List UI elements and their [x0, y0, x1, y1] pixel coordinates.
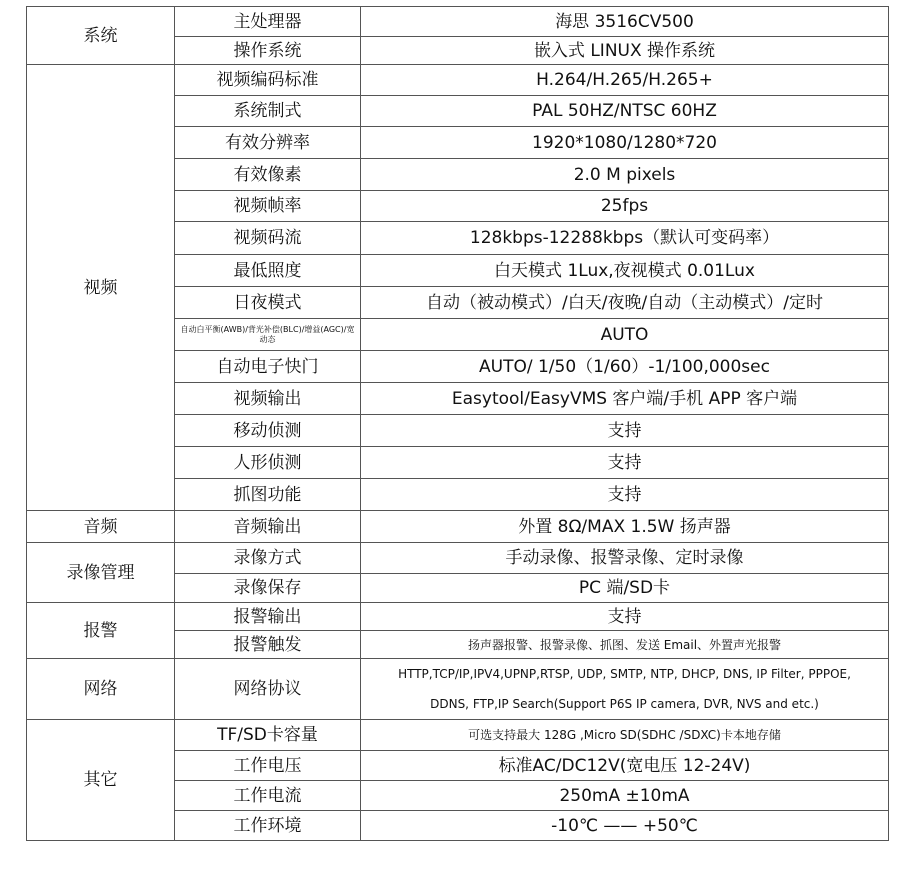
spec-label: 有效像素	[175, 159, 361, 191]
spec-value: 支持	[361, 603, 889, 631]
spec-label: 主处理器	[175, 7, 361, 37]
spec-table-body	[27, 7, 889, 841]
spec-row	[27, 7, 889, 37]
spec-value: 手动录像、报警录像、定时录像	[361, 543, 889, 574]
category-cell: 其它	[27, 720, 175, 841]
category-cell: 录像管理	[27, 543, 175, 603]
spec-value: 可选支持最大 128G ,Micro SD(SDHC /SDXC)卡本地存储	[361, 720, 889, 751]
spec-value: 标准AC/DC12V(宽电压 12-24V)	[361, 751, 889, 781]
spec-table	[26, 6, 889, 841]
category-cell: 音频	[27, 511, 175, 543]
spec-value: -10℃ —— +50℃	[361, 811, 889, 841]
spec-row	[27, 659, 889, 720]
spec-value: 支持	[361, 447, 889, 479]
spec-value: 2.0 M pixels	[361, 159, 889, 191]
spec-label: 网络协议	[175, 659, 361, 720]
spec-row	[27, 543, 889, 574]
spec-label: 人形侦测	[175, 447, 361, 479]
spec-value: PC 端/SD卡	[361, 574, 889, 603]
spec-value: 外置 8Ω/MAX 1.5W 扬声器	[361, 511, 889, 543]
spec-label: 最低照度	[175, 255, 361, 287]
spec-label: 报警输出	[175, 603, 361, 631]
spec-value: AUTO	[361, 319, 889, 351]
spec-label: 录像方式	[175, 543, 361, 574]
spec-value: 扬声器报警、报警录像、抓图、发送 Email、外置声光报警	[361, 631, 889, 659]
spec-label: 视频编码标准	[175, 65, 361, 96]
spec-row	[27, 65, 889, 96]
spec-label: 日夜模式	[175, 287, 361, 319]
spec-value: 25fps	[361, 191, 889, 222]
spec-value	[361, 659, 889, 720]
spec-value: PAL 50HZ/NTSC 60HZ	[361, 96, 889, 127]
spec-value-line: DDNS, FTP,IP Search(Support P6S IP camera, DVR, NVS and etc.)	[430, 697, 819, 711]
spec-value: 自动（被动模式）/白天/夜晚/自动（主动模式）/定时	[361, 287, 889, 319]
spec-value: 支持	[361, 415, 889, 447]
spec-label: 报警触发	[175, 631, 361, 659]
spec-value: Easytool/EasyVMS 客户端/手机 APP 客户端	[361, 383, 889, 415]
spec-label: 视频输出	[175, 383, 361, 415]
spec-value: 白天模式 1Lux,夜视模式 0.01Lux	[361, 255, 889, 287]
spec-label: 工作电压	[175, 751, 361, 781]
spec-label: 工作环境	[175, 811, 361, 841]
spec-label: 系统制式	[175, 96, 361, 127]
spec-label: 移动侦测	[175, 415, 361, 447]
spec-value: 嵌入式 LINUX 操作系统	[361, 37, 889, 65]
category-cell: 网络	[27, 659, 175, 720]
spec-label: 音频输出	[175, 511, 361, 543]
spec-row	[27, 720, 889, 751]
spec-row	[27, 603, 889, 631]
spec-label: 自动白平衡(AWB)/背光补偿(BLC)/增益(AGC)/宽动态	[175, 319, 361, 351]
spec-label: 视频码流	[175, 222, 361, 255]
spec-label: 视频帧率	[175, 191, 361, 222]
spec-value: AUTO/ 1/50（1/60）-1/100,000sec	[361, 351, 889, 383]
spec-label: 工作电流	[175, 781, 361, 811]
spec-label: 自动电子快门	[175, 351, 361, 383]
category-cell: 视频	[27, 65, 175, 511]
spec-label: 操作系统	[175, 37, 361, 65]
spec-label: 抓图功能	[175, 479, 361, 511]
spec-value: 128kbps-12288kbps（默认可变码率）	[361, 222, 889, 255]
category-cell: 系统	[27, 7, 175, 65]
spec-value: 250mA ±10mA	[361, 781, 889, 811]
spec-value: 1920*1080/1280*720	[361, 127, 889, 159]
spec-label: 有效分辨率	[175, 127, 361, 159]
spec-value: 海思 3516CV500	[361, 7, 889, 37]
spec-value: 支持	[361, 479, 889, 511]
category-cell: 报警	[27, 603, 175, 659]
spec-label: 录像保存	[175, 574, 361, 603]
spec-label: TF/SD卡容量	[175, 720, 361, 751]
spec-value: H.264/H.265/H.265+	[361, 65, 889, 96]
spec-value-line: HTTP,TCP/IP,IPV4,UPNP,RTSP, UDP, SMTP, NTP, DHCP, DNS, IP Filter, PPPOE,	[398, 667, 851, 681]
spec-row	[27, 511, 889, 543]
